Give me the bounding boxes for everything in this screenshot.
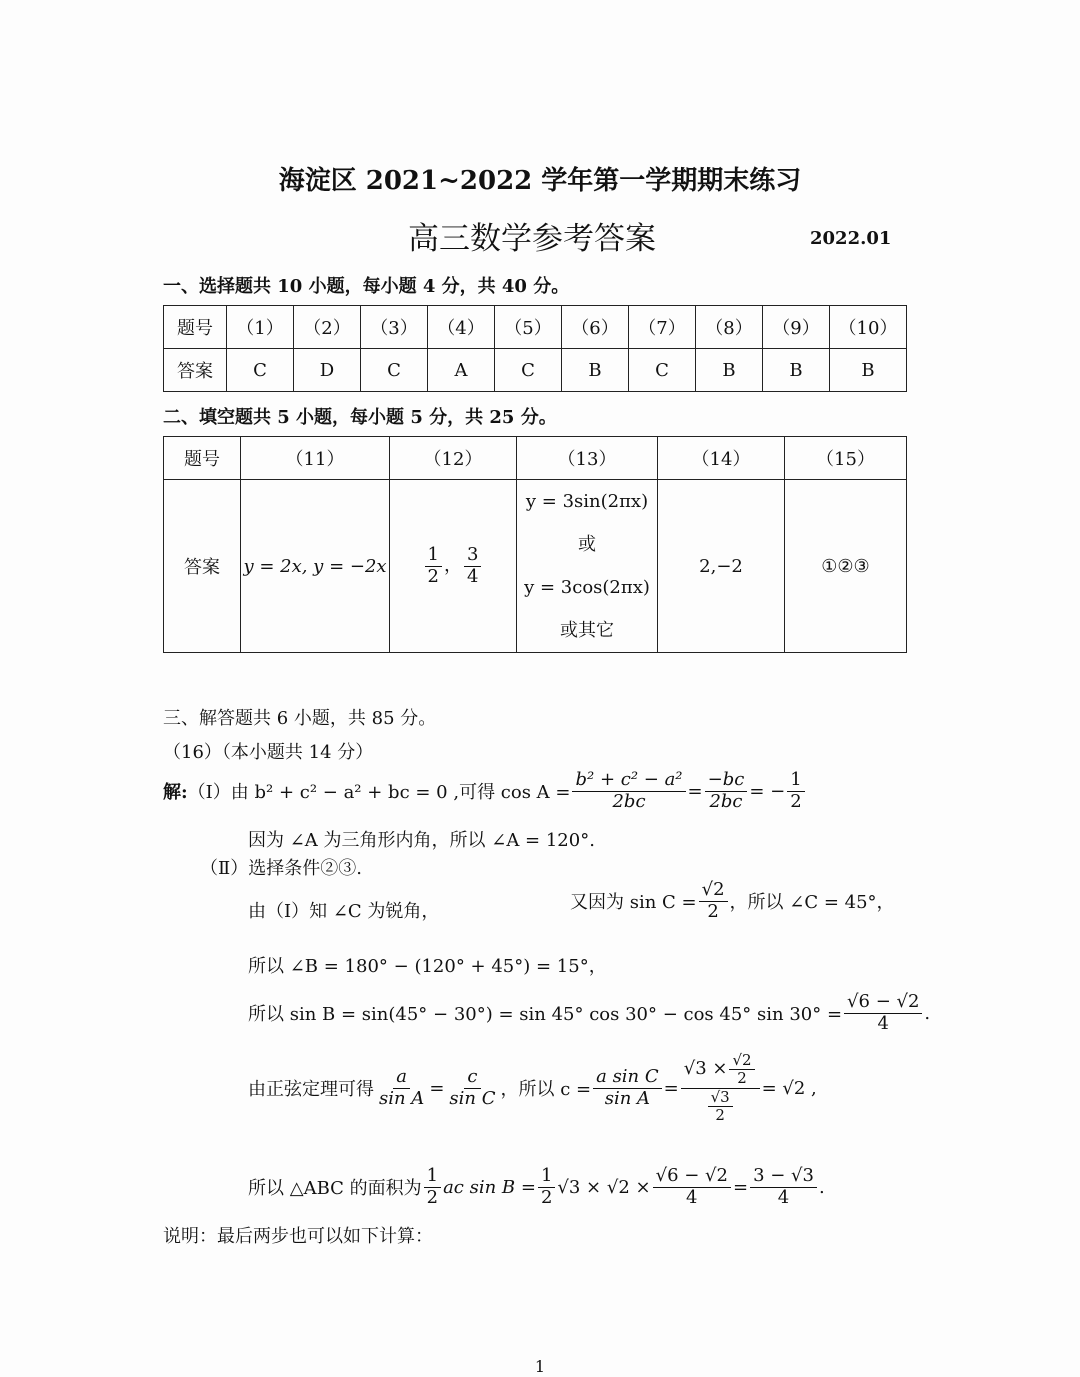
question-number: （7） (629, 306, 696, 349)
section1-heading: 一、选择题共 10 小题，每小题 4 分，共 40 分。 (163, 276, 570, 297)
table-row-label: 答案 (164, 480, 241, 653)
fill-blank-answer-table (163, 436, 907, 653)
part2-line1a: 由（Ⅰ）知 ∠C 为锐角， (248, 901, 440, 922)
answer-cell: C (227, 349, 294, 392)
question-number: （2） (294, 306, 361, 349)
answer-cell: A (428, 349, 495, 392)
part2-line1b: 又因为 sin C = $\frac{√2}{2}$ ，所以 ∠C = 45°， (570, 879, 895, 922)
question-number: （5） (495, 306, 562, 349)
section2-heading: 二、填空题共 5 小题，每小题 5 分，共 25 分。 (163, 407, 557, 428)
answer-cell: D (294, 349, 361, 392)
answer-cell: y = 3sin(2πx) 或 y = 3cos(2πx) 或其它 (517, 480, 658, 653)
page-number: 1 (534, 1357, 546, 1376)
section3-heading: 三、解答题共 6 小题，共 85 分。 (163, 708, 437, 729)
question-number: （1） (227, 306, 294, 349)
answer-cell: $\frac{1}{2}$ ， $\frac{3}{4}$ (390, 480, 517, 653)
question-number: （3） (361, 306, 428, 349)
choice-answer-table (163, 305, 907, 392)
part2-line3: 所以 sin B = sin(45° − 30°) = sin 45° cos 30° − cos 45° sin 30° = $\frac{√6 - √2}{4}$ . (248, 991, 931, 1034)
question-number: （11） (241, 437, 390, 480)
solution-part1: 解: （Ⅰ）由 b² + c² − a² + bc = 0 ,可得 cos A = $\frac{\text{b² + c² − a²}}{2bc}$ = $\frac{-bc}{2bc}$ = − $\frac{1}{2}$ (163, 770, 807, 812)
part2-line5: 所以 △ABC 的面积为 $\frac{1}{2}$ ac sin B = $\frac{1}{2}$ √3 × √2 × $\frac{√6 - √2}{4}$ = $\frac{3 - √3}{4}$ . (248, 1165, 825, 1208)
part2-line2: 所以 ∠B = 180° − (120° + 45°) = 15°， (248, 956, 607, 977)
solution-part2-heading: （Ⅱ）选择条件②③. (200, 858, 362, 879)
answer-cell: B (830, 349, 907, 392)
answer-cell: B (763, 349, 830, 392)
question-number: （13） (517, 437, 658, 480)
note: 说明：最后两步也可以如下计算： (163, 1226, 433, 1247)
table-row-label: 题号 (164, 306, 227, 349)
answer-cell: ①②③ (785, 480, 907, 653)
question-number: （6） (562, 306, 629, 349)
part2-line4: 由正弦定理可得 $\frac{a}{\text{sin A}}$ = $\frac{c}{\text{sin C}}$ ，所以 c = $\frac{\text{a sin C}}{\text{sin A}}$ = √3 × $\frac{√2}{2}$ $\frac{√3}{2}$ = √2 , (248, 1051, 817, 1124)
answer-cell: y = 2x, y = −2x (241, 480, 390, 653)
table-row-label: 题号 (164, 437, 241, 480)
solution-label: 解: (163, 782, 188, 804)
question-number: （8） (696, 306, 763, 349)
table-row-label: 答案 (164, 349, 227, 392)
answer-cell: B (696, 349, 763, 392)
answer-key-title: 高三数学参考答案 (408, 221, 656, 257)
question16-heading: （16）（本小题共 14 分） (163, 742, 374, 763)
solution-part1-line2: 因为 ∠A 为三角形内角，所以 ∠A = 120°. (248, 830, 595, 851)
exam-title: 海淀区 2021~2022 学年第一学期期末练习 (278, 166, 802, 196)
question-number: （9） (763, 306, 830, 349)
question-number: （15） (785, 437, 907, 480)
question-number: （12） (390, 437, 517, 480)
question-number: （4） (428, 306, 495, 349)
question-number: （14） (658, 437, 785, 480)
answer-cell: C (629, 349, 696, 392)
answer-cell: 2,−2 (658, 480, 785, 653)
answer-cell: C (495, 349, 562, 392)
answer-cell: B (562, 349, 629, 392)
exam-date: 2022.01 (810, 228, 892, 249)
answer-cell: C (361, 349, 428, 392)
question-number: （10） (830, 306, 907, 349)
